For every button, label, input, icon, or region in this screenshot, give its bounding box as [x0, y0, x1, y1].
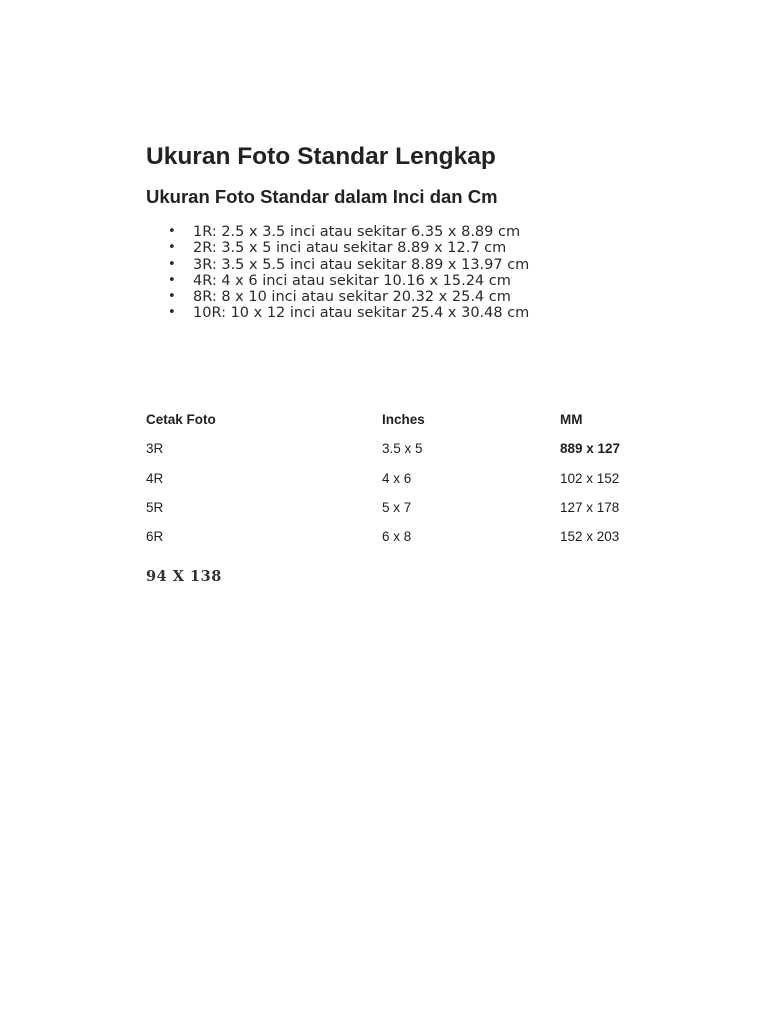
table-row	[146, 522, 680, 551]
table-cell: 3R	[146, 441, 164, 457]
bullet-icon: •	[168, 224, 176, 239]
table-cell: 5 x 7	[382, 500, 412, 516]
table-cell: 127 x 178	[560, 500, 620, 516]
list-item	[146, 305, 529, 321]
table-cell: 4 x 6	[382, 470, 412, 486]
table-cell: 6R	[146, 529, 164, 545]
table-cell: 3.5 x 5	[382, 441, 423, 457]
footer-size-note: 94 X 138	[146, 568, 222, 585]
list-item-text: 3R: 3.5 x 5.5 inci atau sekitar 8.89 x 13.97 cm	[193, 256, 530, 273]
header-cell-cetak-foto: Cetak Foto	[146, 412, 216, 428]
photo-size-list	[146, 224, 529, 322]
list-item-text: 8R: 8 x 10 inci atau sekitar 20.32 x 25.4 cm	[193, 289, 511, 306]
table-row	[146, 464, 680, 493]
table-cell: 5R	[146, 500, 164, 516]
table-row	[146, 434, 680, 463]
list-item-text: 4R: 4 x 6 inci atau sekitar 10.16 x 15.24 cm	[193, 272, 511, 289]
list-item	[146, 224, 529, 240]
header-cell-mm: MM	[560, 412, 583, 428]
list-item-text: 10R: 10 x 12 inci atau sekitar 25.4 x 30.48 cm	[193, 305, 530, 322]
bullet-icon: •	[168, 256, 176, 272]
photo-size-table	[146, 405, 680, 551]
table-cell: 4R	[146, 470, 164, 486]
page-title: Ukuran Foto Standar Lengkap	[146, 143, 496, 170]
list-item	[146, 240, 529, 256]
header-cell-inches: Inches	[382, 412, 425, 428]
table-cell: 889 x 127	[560, 441, 621, 457]
table-row	[146, 493, 680, 522]
bullet-icon: •	[168, 305, 176, 321]
table-cell: 102 x 152	[560, 470, 620, 486]
section-heading: Ukuran Foto Standar dalam Inci dan Cm	[146, 186, 498, 207]
bullet-icon: •	[168, 272, 176, 288]
list-item-text: 1R: 2.5 x 3.5 inci atau sekitar 6.35 x 8.89 cm	[193, 224, 521, 240]
table-cell: 6 x 8	[382, 529, 412, 545]
list-item	[146, 289, 529, 305]
table-cell: 152 x 203	[560, 529, 620, 545]
table-header-row	[146, 405, 680, 434]
list-item	[146, 273, 529, 289]
bullet-icon: •	[168, 289, 176, 305]
list-item-text: 2R: 3.5 x 5 inci atau sekitar 8.89 x 12.7 cm	[193, 240, 507, 257]
list-item	[146, 257, 529, 273]
bullet-icon: •	[168, 240, 176, 256]
